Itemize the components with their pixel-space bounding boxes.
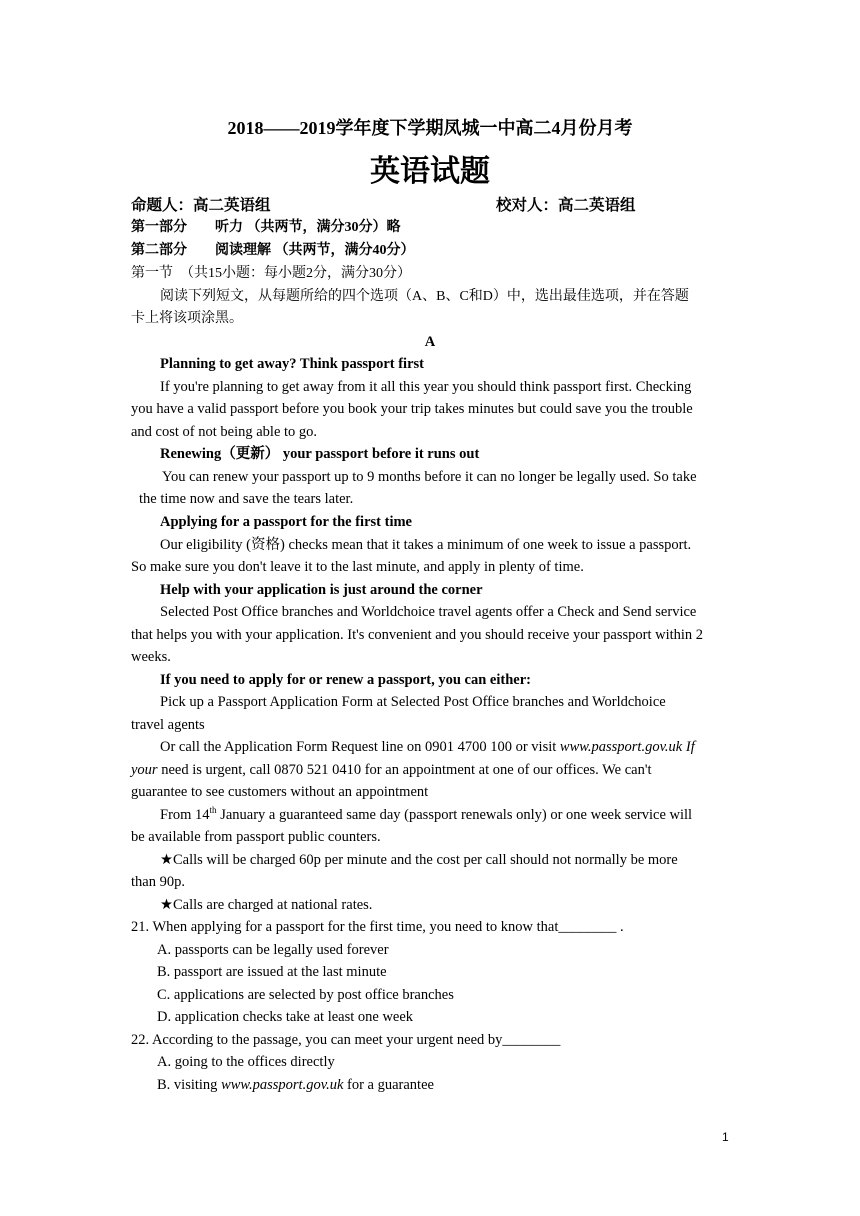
paragraph-line: Pick up a Passport Application Form at Selected Post Office branches and Worldchoice	[160, 694, 666, 710]
passage-label: A	[424, 334, 436, 350]
proofreader-label: 校对人：高二英语组	[496, 197, 636, 214]
passage-heading: Planning to get away? Think passport first	[160, 356, 424, 372]
exam-title: 2018——2019学年度下学期凤城一中高二4月份月考	[227, 118, 633, 138]
author-label: 命题人：高二英语组	[131, 197, 271, 214]
paragraph-line: You can renew your passport up to 9 months before it can no longer be legally used. So take	[162, 469, 697, 485]
section1-heading: 第一节 （共15小题：每小题2分，满分30分）	[131, 266, 411, 281]
text-run: B. visiting	[157, 1077, 222, 1093]
page-number: 1	[722, 1130, 729, 1144]
answer-option[interactable]: D. application checks take at least one week	[157, 1009, 414, 1025]
paragraph-line	[160, 805, 692, 825]
answer-option[interactable]	[157, 1075, 434, 1095]
part1-heading: 第一部分 听力 （共两节，满分30分）略	[131, 220, 401, 235]
answer-option[interactable]: A. going to the offices directly	[157, 1054, 335, 1070]
question-stem: 21. When applying for a passport for the first time, you need to know that________ .	[131, 919, 624, 935]
paragraph-line: be available from passport public counters.	[131, 829, 381, 845]
paragraph-line: travel agents	[131, 717, 205, 733]
subject-title: 英语试题	[370, 155, 490, 188]
paragraph-line: So make sure you don't leave it to the last minute, and apply in plenty of time.	[131, 559, 584, 575]
paragraph-line: guarantee to see customers without an appointment	[131, 784, 429, 800]
note-line: ★Calls will be charged 60p per minute and the cost per call should not normally be more	[160, 852, 678, 868]
text-run: From 14	[160, 807, 210, 823]
paragraph-line: you have a valid passport before you book your trip takes minutes but could save you the trouble	[131, 401, 693, 417]
instruction-line-1: 阅读下列短文，从每题所给的四个选项（A、B、C和D）中，选出最佳选项，并在答题	[160, 289, 689, 304]
paragraph-line: If you're planning to get away from it all this year you should think passport first. Checking	[160, 379, 692, 395]
passage-heading: Renewing（更新） your passport before it runs out	[160, 446, 480, 462]
paragraph-line	[160, 737, 695, 757]
paragraph-line: Our eligibility (资格) checks mean that it takes a minimum of one week to issue a passport.	[160, 537, 692, 553]
question-stem: 22. According to the passage, you can meet your urgent need by________	[131, 1032, 561, 1048]
paragraph-line: the time now and save the tears later.	[139, 491, 354, 507]
answer-option[interactable]: A. passports can be legally used forever	[157, 942, 389, 958]
part2-heading: 第二部分 阅读理解 （共两节，满分40分）	[131, 243, 415, 258]
passport-website-link[interactable]: www.passport.gov.uk	[221, 1077, 344, 1093]
passage-heading: Applying for a passport for the first time	[160, 514, 412, 530]
paragraph-line: Selected Post Office branches and Worldchoice travel agents offer a Check and Send service	[160, 604, 697, 620]
note-line: ★Calls are charged at national rates.	[160, 897, 373, 913]
answer-option[interactable]: B. passport are issued at the last minute	[157, 964, 387, 980]
paragraph-line: and cost of not being able to go.	[131, 424, 318, 440]
text-run: need is urgent, call 0870 521 0410 for an appointment at one of our offices. We can't	[157, 762, 652, 778]
text-run: your	[131, 762, 158, 778]
passport-website-link[interactable]: www.passport.gov.uk If	[559, 739, 695, 755]
text-run: Or call the Application Form Request line on 0901 4700 100 or visit	[160, 739, 560, 755]
note-line: than 90p.	[131, 874, 185, 890]
paragraph-line	[131, 760, 652, 780]
text-run: for a guarantee	[343, 1077, 434, 1093]
text-run: January a guaranteed same day (passport renewals only) or one week service will	[216, 807, 693, 823]
answer-option[interactable]: C. applications are selected by post office branches	[157, 987, 454, 1003]
paragraph-line: weeks.	[131, 649, 171, 665]
superscript: th	[209, 805, 217, 816]
passage-heading: Help with your application is just around the corner	[160, 582, 483, 598]
instruction-line-2: 卡上将该项涂黑。	[131, 311, 243, 326]
paragraph-line: that helps you with your application. It's convenient and you should receive your passport within 2	[131, 627, 704, 643]
passage-heading: If you need to apply for or renew a passport, you can either:	[160, 672, 531, 688]
